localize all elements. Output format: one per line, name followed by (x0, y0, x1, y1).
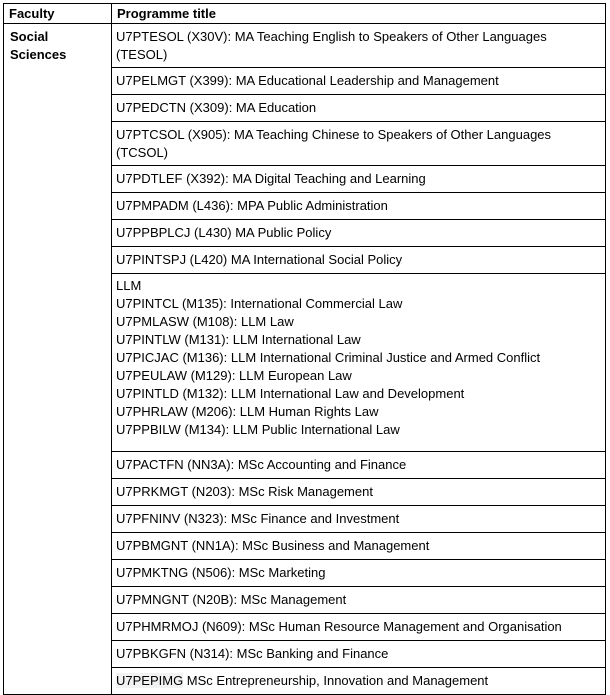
programme-column-header: Programme title (112, 4, 606, 24)
llm-item: U7PPBILW (M134): LLM Public International Law (116, 422, 400, 437)
programme-cell: U7PELMGT (X399): MA Educational Leadership and Management (112, 68, 606, 95)
programme-cell: U7PBKGFN (N314): MSc Banking and Finance (112, 641, 606, 668)
programme-cell: U7PFNINV (N323): MSc Finance and Investment (112, 506, 606, 533)
table-row (4, 24, 606, 68)
programme-cell: U7PEDCTN (X309): MA Education (112, 95, 606, 122)
programme-cell: U7PMNGNT (N20B): MSc Management (112, 587, 606, 614)
programme-cell: U7PMPADM (L436): MPA Public Administration (112, 193, 606, 220)
llm-item: U7PHRLAW (M206): LLM Human Rights Law (116, 404, 379, 419)
header-row (4, 4, 606, 24)
llm-heading: LLM (116, 278, 142, 293)
programme-cell: U7PPBPLCJ (L430) MA Public Policy (112, 220, 606, 247)
llm-programmes-cell (112, 274, 606, 452)
programme-cell: U7PHMRMOJ (N609): MSc Human Resource Management and Organisation (112, 614, 606, 641)
llm-item: U7PICJAC (M136): LLM International Criminal Justice and Armed Conflict (116, 350, 541, 365)
programme-cell: U7PTCSOL (X905): MA Teaching Chinese to Speakers of Other Languages (TCSOL) (112, 122, 606, 166)
programme-cell-last (112, 668, 606, 695)
llm-item: U7PINTCL (M135): International Commercial Law (116, 296, 403, 311)
programme-cell: U7PACTFN (NN3A): MSc Accounting and Finance (112, 452, 606, 479)
programme-cell: U7PTESOL (X30V): MA Teaching English to Speakers of Other Languages (TESOL) (112, 24, 606, 68)
llm-item: U7PEULAW (M129): LLM European Law (116, 368, 352, 383)
programme-code-highlighted: U7PEPIMG (116, 673, 184, 688)
programme-cell: U7PBMGNT (NN1A): MSc Business and Management (112, 533, 606, 560)
llm-item: U7PINTLW (M131): LLM International Law (116, 332, 361, 347)
programme-table (3, 3, 606, 695)
faculty-cell: Social Sciences (4, 24, 112, 695)
llm-item: U7PMLASW (M108): LLM Law (116, 314, 294, 329)
programme-title: MSc Entrepreneurship, Innovation and Management (183, 673, 489, 688)
programme-cell: U7PMKTNG (N506): MSc Marketing (112, 560, 606, 587)
programme-cell: U7PRKMGT (N203): MSc Risk Management (112, 479, 606, 506)
llm-item: U7PINTLD (M132): LLM International Law and Development (116, 386, 465, 401)
programme-cell: U7PDTLEF (X392): MA Digital Teaching and Learning (112, 166, 606, 193)
faculty-column-header: Faculty (4, 4, 112, 24)
programme-cell: U7PINTSPJ (L420) MA International Social Policy (112, 247, 606, 274)
